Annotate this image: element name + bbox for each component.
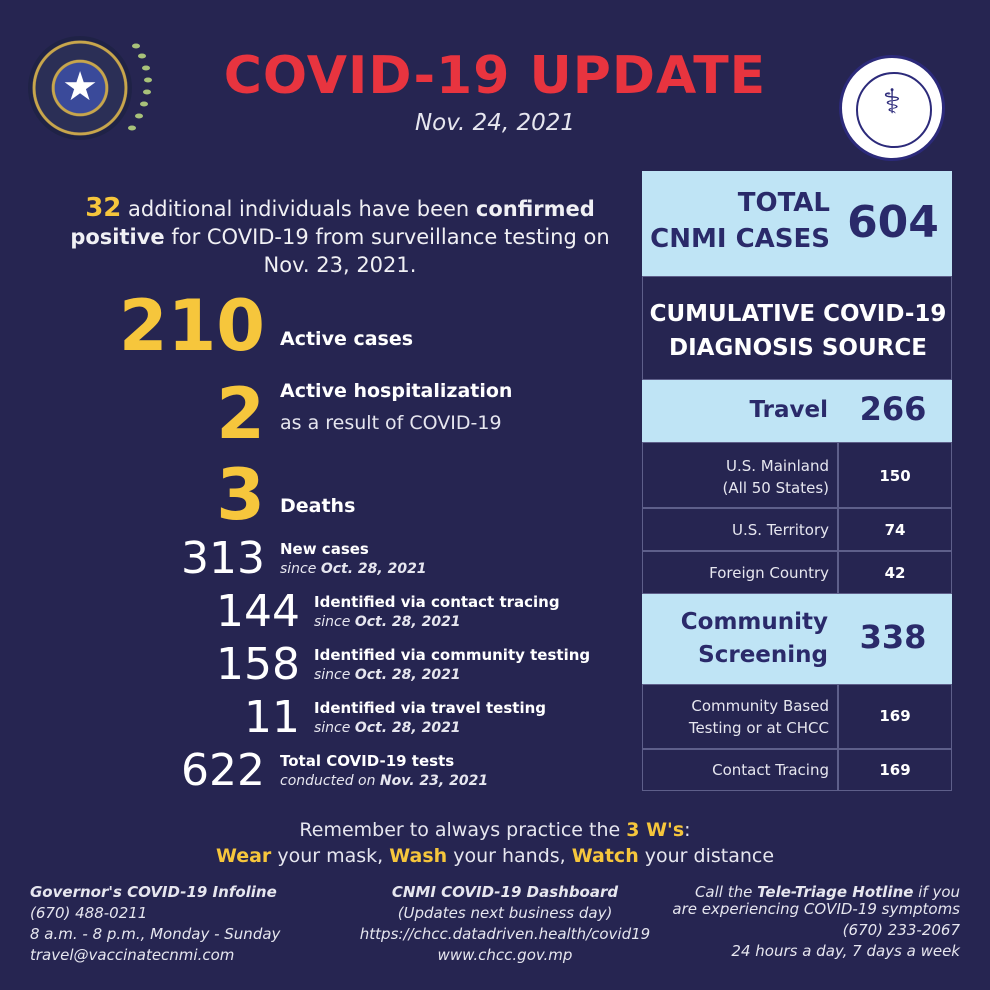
total-cases-label bbox=[642, 185, 830, 257]
community-label-line1: Community bbox=[680, 609, 828, 635]
since-date: Oct. 28, 2021 bbox=[354, 614, 461, 630]
ct-label-cell bbox=[642, 749, 838, 791]
mainland-label bbox=[723, 455, 829, 499]
page-title: COVID-19 UPDATE bbox=[223, 46, 767, 106]
infoline-block bbox=[30, 882, 330, 966]
foreign-value-cell bbox=[838, 551, 952, 594]
caduceus-icon: ⚕ bbox=[882, 82, 902, 122]
total-cases-value: 604 bbox=[847, 197, 939, 248]
foreign-value: 42 bbox=[884, 564, 906, 582]
travel-value: 266 bbox=[859, 390, 927, 428]
community-screening-label bbox=[642, 606, 828, 672]
cbt-value: 169 bbox=[879, 707, 911, 725]
source-title-line2: DIAGNOSIS SOURCE bbox=[669, 335, 927, 361]
new-cases-since bbox=[280, 561, 427, 577]
cbt-label-line2: Testing or at CHCC bbox=[688, 719, 829, 737]
wear-word: Wear bbox=[215, 845, 272, 867]
star-icon: ★ bbox=[62, 64, 98, 110]
watch-word: Watch bbox=[571, 845, 639, 867]
contact-tracing-value: 144 bbox=[216, 586, 300, 637]
infoline-hours: 8 a.m. - 8 p.m., Monday - Sunday bbox=[30, 925, 281, 943]
since-date: Oct. 28, 2021 bbox=[354, 720, 461, 736]
community-testing-since bbox=[314, 667, 461, 683]
deaths-value: 3 bbox=[216, 454, 265, 536]
active-cases-value: 210 bbox=[118, 285, 265, 367]
hotline-line2: are experiencing COVID-19 symptoms bbox=[672, 900, 960, 918]
hotline-call: Call the bbox=[694, 883, 758, 901]
cbt-label-line1: Community Based bbox=[691, 697, 829, 715]
cbt-label bbox=[689, 695, 829, 739]
territory-label-cell bbox=[642, 508, 838, 551]
active-cases-label: Active cases bbox=[280, 328, 414, 350]
infoline-title: Governor's COVID-19 Infoline bbox=[30, 883, 277, 901]
diagnosis-source-title bbox=[643, 297, 953, 365]
dashboard-url[interactable]: https://chcc.datadriven.health/covid19 bbox=[359, 925, 651, 943]
total-label-line1: TOTAL bbox=[737, 188, 830, 218]
contact-tracing-since bbox=[314, 614, 461, 630]
wear-rest: your mask, bbox=[271, 845, 390, 867]
diagnosis-source-header bbox=[642, 276, 952, 380]
mainland-label-line1: U.S. Mainland bbox=[725, 457, 829, 475]
additional-count: 32 bbox=[85, 193, 122, 223]
mainland-value: 150 bbox=[879, 467, 911, 485]
reminder-colon: : bbox=[684, 819, 691, 841]
since-prefix: since bbox=[314, 614, 355, 630]
intro-bold2: positive bbox=[70, 225, 165, 249]
reminder-line2 bbox=[0, 845, 990, 867]
hospitalization-sub: as a result of COVID-19 bbox=[280, 412, 502, 434]
infoline-phone[interactable]: (670) 488-0211 bbox=[30, 904, 148, 922]
cbt-label-cell bbox=[642, 684, 838, 749]
since-date: Nov. 23, 2021 bbox=[379, 773, 489, 789]
since-prefix: since bbox=[314, 720, 355, 736]
total-label-line2: CNMI CASES bbox=[650, 224, 830, 254]
dashboard-note: (Updates next business day) bbox=[397, 904, 613, 922]
intro-part1: additional individuals have been bbox=[121, 197, 476, 221]
total-tests-value: 622 bbox=[181, 745, 265, 796]
deaths-label: Deaths bbox=[280, 495, 356, 517]
new-cases-value: 313 bbox=[181, 533, 265, 584]
foreign-label-cell bbox=[642, 551, 838, 594]
community-screening-value: 338 bbox=[859, 618, 927, 656]
since-prefix: since bbox=[280, 561, 321, 577]
mainland-value-cell bbox=[838, 442, 952, 508]
hotline-block bbox=[640, 882, 960, 962]
hotline-if: if you bbox=[913, 883, 960, 901]
hotline-phone[interactable]: (670) 233-2067 bbox=[842, 921, 960, 939]
hospitalization-label: Active hospitalization bbox=[280, 380, 513, 402]
travel-testing-value: 11 bbox=[244, 692, 300, 743]
source-title-line1: CUMULATIVE COVID-19 bbox=[649, 301, 947, 327]
three-ws: 3 W's bbox=[626, 819, 685, 841]
ct-value-cell bbox=[838, 749, 952, 791]
territory-label: U.S. Territory bbox=[732, 521, 829, 539]
travel-label: Travel bbox=[749, 397, 828, 423]
territory-value-cell bbox=[838, 508, 952, 551]
cbt-value-cell bbox=[838, 684, 952, 749]
update-date: Nov. 24, 2021 bbox=[414, 110, 576, 136]
travel-row bbox=[642, 380, 952, 442]
community-testing-value: 158 bbox=[216, 639, 300, 690]
travel-testing-label: Identified via travel testing bbox=[314, 699, 547, 717]
intro-part2: for COVID-19 from surveillance testing on bbox=[164, 225, 610, 249]
intro-part3: Nov. 23, 2021. bbox=[263, 253, 417, 277]
foreign-label: Foreign Country bbox=[709, 564, 829, 582]
community-label-line2: Screening bbox=[698, 642, 828, 668]
since-prefix: since bbox=[314, 667, 355, 683]
hotline-name: Tele-Triage Hotline bbox=[757, 883, 914, 901]
territory-value: 74 bbox=[884, 521, 906, 539]
ct-label: Contact Tracing bbox=[712, 761, 829, 779]
intro-bold1: confirmed bbox=[475, 197, 595, 221]
total-tests-label: Total COVID-19 tests bbox=[280, 752, 455, 770]
chcc-website-url[interactable]: www.chcc.gov.mp bbox=[437, 946, 573, 964]
new-cases-label: New cases bbox=[280, 540, 369, 558]
wash-word: Wash bbox=[389, 845, 448, 867]
wash-rest: your hands, bbox=[447, 845, 572, 867]
reminder-text: Remember to always practice the bbox=[299, 819, 627, 841]
community-screening-row bbox=[642, 594, 952, 684]
mainland-label-line2: (All 50 States) bbox=[722, 479, 829, 497]
mainland-label-cell bbox=[642, 442, 838, 508]
ct-value: 169 bbox=[879, 761, 911, 779]
reminder-line1 bbox=[0, 819, 990, 841]
intro-text bbox=[70, 194, 610, 279]
hotline-hours: 24 hours a day, 7 days a week bbox=[731, 942, 960, 960]
hospitalization-value: 2 bbox=[216, 373, 265, 455]
dashboard-block bbox=[340, 882, 670, 966]
since-date: Oct. 28, 2021 bbox=[354, 667, 461, 683]
total-cases-row bbox=[642, 171, 952, 276]
since-date: Oct. 28, 2021 bbox=[320, 561, 427, 577]
community-testing-label: Identified via community testing bbox=[314, 646, 591, 664]
dashboard-title: CNMI COVID-19 Dashboard bbox=[391, 883, 619, 901]
travel-testing-since bbox=[314, 720, 461, 736]
since-prefix: conducted on bbox=[280, 773, 380, 789]
watch-rest: your distance bbox=[638, 845, 775, 867]
total-tests-since bbox=[280, 773, 488, 789]
infoline-email[interactable]: travel@vaccinatecnmi.com bbox=[30, 946, 235, 964]
contact-tracing-label: Identified via contact tracing bbox=[314, 593, 560, 611]
